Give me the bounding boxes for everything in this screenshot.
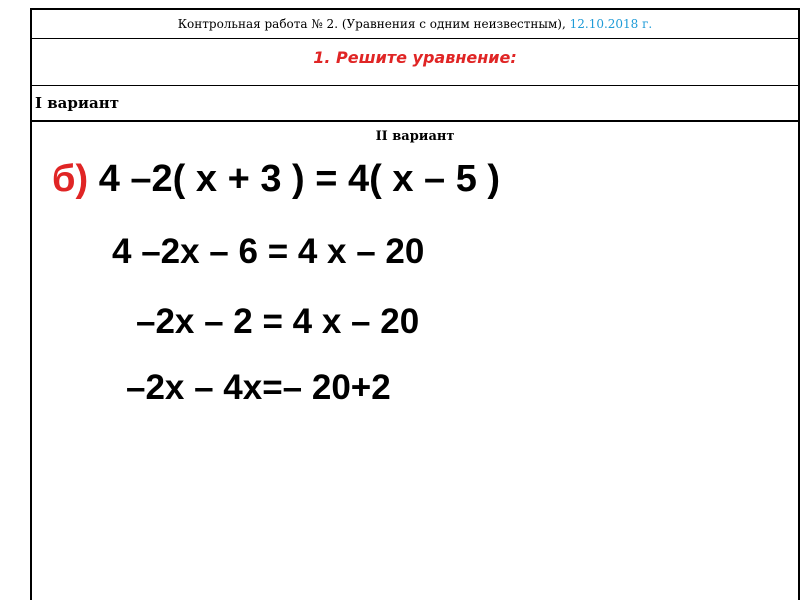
solution-step-2: –2х – 2 = 4 х – 20 [136, 302, 420, 341]
solution-step-1: 4 –2х – 6 = 4 х – 20 [112, 232, 425, 271]
equation-letter: б) [52, 158, 89, 200]
variant1-label: I вариант [35, 94, 119, 112]
variant1-row [32, 86, 798, 122]
header-date: 12.10.2018 г. [569, 17, 653, 31]
equation-text: 4 –2( х + 3 ) = 4( х – 5 ) [98, 158, 501, 200]
main-equation [52, 158, 500, 201]
header-title: Контрольная работа № 2. (Уравнения с одним неизвестным), [177, 17, 566, 31]
variant2-row [32, 122, 798, 600]
task-row [32, 39, 798, 86]
task-label: 1. Решите уравнение: [313, 48, 517, 67]
solution-step-3: –2х – 4х=– 20+2 [126, 368, 391, 407]
variant2-label: II вариант [375, 129, 455, 144]
header-row [32, 10, 798, 39]
test-table [30, 8, 800, 600]
